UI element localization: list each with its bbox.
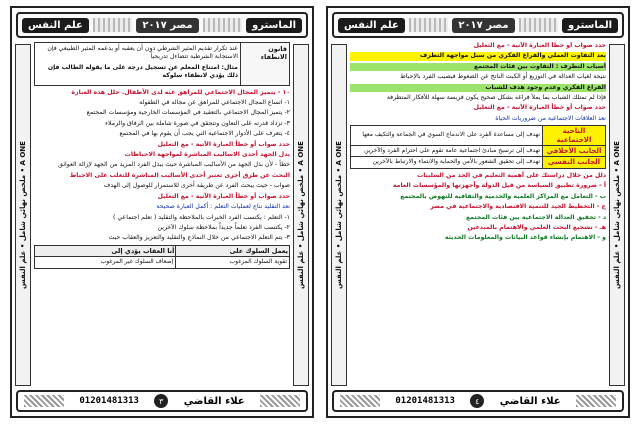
right-page-header	[332, 12, 624, 38]
table-key-cell: الجانب الأخلاقي	[543, 146, 606, 157]
definition-term: قانون الانطفاء	[240, 43, 289, 85]
text-block: ٤- يتعرف على الأدوار الاجتماعية التي يجب أن يقوم بها في المجتمع	[119, 130, 290, 138]
text-block: ٢- يكتسب الفرد تعلماً جديداً بملاحظة سلوك الآخرين	[157, 223, 290, 231]
list-item: ج - التخطيط الجيد للتنمية الاقتصادية والاجتماعية في مصر	[430, 203, 606, 211]
text-block: خطأ - لأن بذل الجهد من الأساليب المباشرة حيث يبذل الفرد المزيد من الجهد لإزالة العوائق	[58, 161, 290, 169]
text-block: البحث عن طرق أخرى تعتبر أحدى الأساليب المباشرة للتغلب على الاحباط	[69, 171, 290, 179]
footer-author: علاء القاضي	[499, 395, 561, 407]
text-block: صواب - حيث يبحث الفرد عن طريقة أخرى للاستمرار للوصول إلى الهدف	[103, 182, 290, 190]
text-block: نتيجة لغياب العدالة في التوزيع أو الكبت الناتج عن الضغوط فيصيب الفرد بالإحباط	[400, 73, 606, 81]
page-number: ٣	[154, 394, 168, 408]
right-page-footer	[332, 390, 624, 412]
table-row	[351, 157, 606, 168]
right-sidebar: ملخص نهائي شامل • علم النفس • A ONE	[293, 44, 309, 386]
definition-body: عند تكرار تقديم المثير الشرطي دون أن يعقبه أو يدعمه المثير الطبيعي فإن الاستجابة الشرطية تتضاءل تدريجياً	[47, 45, 238, 61]
header-brand: الماسترو	[246, 18, 302, 33]
table-row	[35, 257, 290, 268]
right-page	[326, 6, 630, 418]
text-block: حدد صواب أو خطأ العبارة الآتية - مع التعليل	[157, 140, 290, 148]
left-page	[10, 6, 314, 418]
table-header: أنا العقاب يؤدي إلى	[35, 245, 176, 256]
left-sidebar: ملخص نهائي شامل • علم النفس • A ONE	[331, 44, 347, 386]
left-page-footer	[16, 390, 308, 412]
table-key-cell: الناحية الاجتماعية	[543, 126, 606, 146]
list-item: هـ - تشجيع البحث العلمي والاهتمام بالمبدعين	[467, 223, 606, 231]
footer-phone: 01201481313	[79, 396, 139, 406]
text-block: حدد صواب أو خطأ العبارة الآتية - مع التعليل	[157, 192, 290, 200]
right-sidebar: ملخص نهائي شامل • علم النفس • A ONE	[609, 44, 625, 386]
right-page-content	[350, 42, 606, 384]
right-text-blocks	[350, 42, 606, 123]
left-text-blocks	[34, 89, 290, 243]
table-cell: تهدف إلى تحقيق الشعور بالأمن والحماية والانتماء والارتباط بالآخرين	[351, 157, 543, 168]
table-key-cell: الجانب النفسي	[543, 157, 606, 168]
list-title: دلل من خلال دراستك على أهمية التعليم في الحد من السلبيات	[417, 171, 606, 179]
footer-ornament	[340, 395, 380, 407]
relations-table	[350, 125, 606, 169]
footer-author: علاء القاضي	[183, 395, 245, 407]
text-block: ١- اتساع المجال الاجتماعي للمراهق عن مجاله في الطفولة	[139, 99, 290, 107]
text-block: تعد التقليد نتاج لعمليات التعلم : أكمل العبارة صحيحة	[156, 203, 290, 211]
text-block: ١- التعلم : يكتسب الفرد الخبرات بالملاحظة والتقليد ( تعلم اجتماعي )	[113, 213, 290, 221]
text-block: ٣- تزداد قدرته على التعاون وتتحقق في صورة شاملة بين الرفاق والزملاء	[105, 119, 290, 127]
table-cell: تهدف إلى مساعدة الفرد على الاندماج السوي في الجماعة والتكيف معها	[351, 126, 543, 146]
table-row	[351, 146, 606, 157]
list-item: و - الاهتمام بإنشاء قواعد البيانات والمعلومات الحديثة	[444, 234, 606, 242]
header-ornament	[93, 18, 133, 32]
text-block: حدد صواب أو خطأ العبارة الآتية - مع التعليل	[473, 104, 606, 112]
header-ornament	[409, 18, 449, 32]
header-brand: الماسترو	[562, 18, 618, 33]
header-subject: علم النفس	[22, 18, 89, 33]
definition-box	[34, 42, 290, 86]
text-block: ١٠ - يتميز المجال الاجتماعي للمراهق عنه لدى الأطفال. حلل هذه العبارة	[71, 88, 290, 96]
text-block: بدل الجهد أحدى الاساليب المباشرة لمواجهة الاحباطات	[124, 151, 290, 159]
text-block: أسباب التطرف : التفاوت بين فئات المجتمع	[350, 63, 606, 71]
header-ornament	[519, 18, 559, 32]
text-block: تعد العلاقات الاجتماعية من ضروريات الحياة	[495, 114, 606, 122]
table-cell: تقوية السلوك المرغوب	[176, 257, 290, 268]
left-sidebar: ملخص نهائي شامل • علم النفس • A ONE	[15, 44, 31, 386]
header-ornament	[203, 18, 243, 32]
table-header: يعمل السلوك على	[176, 245, 290, 256]
footer-ornament	[260, 395, 300, 407]
page-number: ٤	[470, 394, 484, 408]
text-block: ٢- يتميز المجال الاجتماعي بالتعقيد في المؤسسات الخارجية ومؤسسات المجتمع	[86, 109, 290, 117]
footer-phone: 01201481313	[395, 396, 455, 406]
footer-ornament	[24, 395, 64, 407]
list-item: أ - ضرورة تطبيق السياسة من قبل الدولة وأجهزتها والمؤسسات العامة	[392, 182, 606, 190]
list-item: د - تحقيق العدالة الاجتماعية بين فئات المجتمع	[465, 213, 606, 221]
table-cell: تهدف إلى ترسيخ مبادئ اجتماعية عامة تقوم على احترام الفرد والآخرين	[351, 146, 543, 157]
header-subject: علم النفس	[338, 18, 405, 33]
reinforcement-table	[34, 245, 290, 269]
text-block: ٣- يتم التعلم الاجتماعي من خلال النماذج والتقليد والتعزيز والعقاب حيث	[108, 234, 290, 242]
table-cell: إضعاف السلوك غير المرغوب	[35, 257, 176, 268]
header-year: مصر ٢٠١٧	[452, 18, 514, 33]
footer-ornament	[576, 395, 616, 407]
table-row	[351, 126, 606, 146]
header-year: مصر ٢٠١٧	[136, 18, 198, 33]
text-block: حدد صواب أو خطأ العبارة الآتية - مع التعليل	[473, 42, 606, 49]
left-page-content	[34, 42, 290, 384]
text-block: بعد التفاوت العملي والفراغ الفكري من سبل مواجهة التطرف	[350, 52, 606, 60]
text-block: فإذا لم تمتلك الشباب بما يملأ فراغه بشكل صحيح يكون فريسة سهلة للأفكار المتطرفة	[386, 94, 606, 102]
solutions-list	[350, 182, 606, 242]
left-page-header	[16, 12, 308, 38]
definition-example: مثال: امتناع المعلم عن تسجيل درجة على ما يقوله الطالب فإن ذلك يؤدي لانطفاء سلوكه	[47, 63, 238, 80]
text-block: الفراغ الفكري وعدم وجود هدف للشباب	[350, 84, 606, 92]
list-item: ب - التعامل مع المراكز العلمية والخدمية والثقافية للنهوض بالمجتمع	[400, 192, 606, 200]
